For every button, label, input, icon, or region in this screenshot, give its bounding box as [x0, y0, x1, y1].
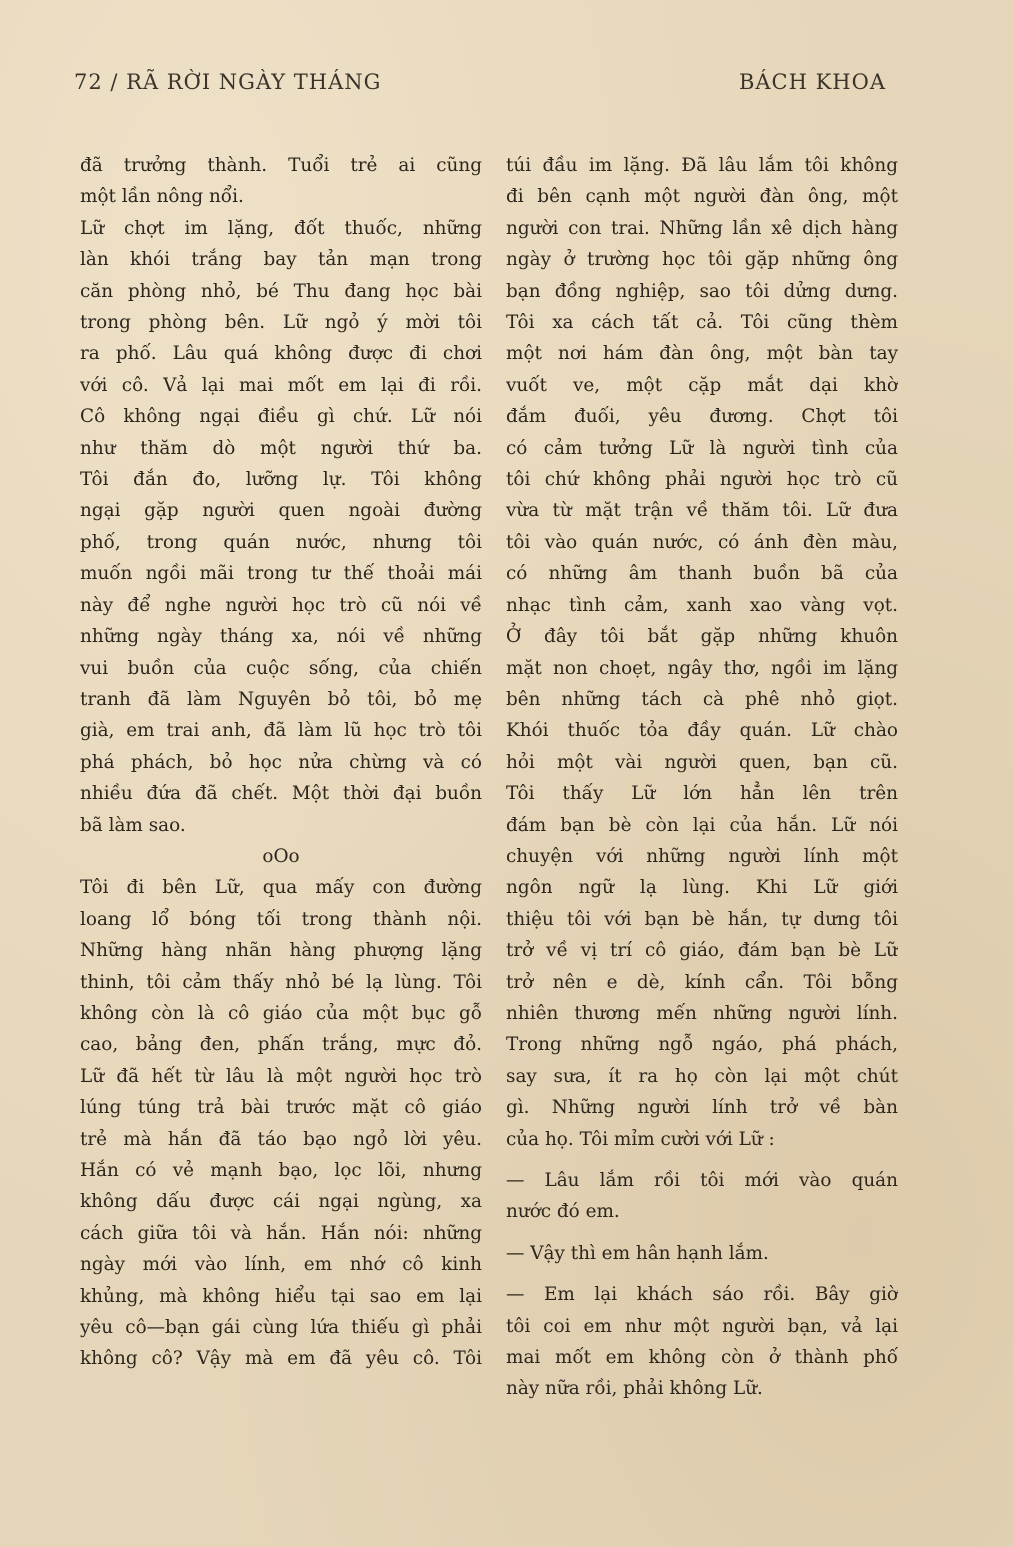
text-line: có cảm tưởng Lữ là người tình của: [506, 437, 898, 459]
text-line: — Em lại khách sáo rồi. Bây giờ: [506, 1284, 898, 1306]
text-line: bên những tách cà phê nhỏ giọt.: [506, 688, 898, 710]
text-line: loang lổ bóng tối trong thành nội.: [80, 908, 482, 930]
text-line: đã trưởng thành. Tuổi trẻ ai cũng: [80, 155, 482, 176]
text-line: phá phách, bỏ học nửa chừng và có: [80, 751, 482, 773]
text-line: — Lâu lắm rồi tôi mới vào quán: [506, 1170, 898, 1191]
text-line: ngày ở trường học tôi gặp những ông: [506, 249, 898, 271]
text-line: một lần nông nổi.: [80, 186, 244, 208]
paragraph-gap: [506, 1155, 898, 1165]
text-line: chuyện với những người lính một: [506, 845, 898, 867]
text-line: cao, bảng đen, phấn trắng, mực đỏ.: [80, 1034, 482, 1056]
text-line: hỏi một vài người quen, bạn cũ.: [506, 751, 898, 773]
section-separator: oOo: [262, 845, 300, 867]
text-line: trở về vị trí cô giáo, đám bạn bè Lữ: [506, 940, 898, 962]
text-line: mặt non choẹt, ngây thơ, ngồi im lặng: [506, 657, 898, 679]
text-line: Lữ chợt im lặng, đốt thuốc, những: [80, 217, 482, 239]
text-line: nhạc tình cảm, xanh xao vàng vọt.: [506, 594, 898, 616]
paragraph-gap: [506, 1269, 898, 1279]
text-line: không còn là cô giáo của một bục gỗ: [80, 1002, 482, 1024]
text-line: — Vậy thì em hân hạnh lắm.: [506, 1242, 769, 1264]
text-line: như thăm dò một người thứ ba.: [80, 437, 482, 459]
text-line: nhiên thương mến những người lính.: [506, 1002, 898, 1024]
text-line: ngày mới vào lính, em nhớ cô kinh: [80, 1254, 482, 1276]
magazine-name: BÁCH KHOA: [738, 70, 886, 94]
text-line: bã làm sao.: [80, 814, 186, 836]
text-line: Khói thuốc tỏa đầy quán. Lữ chào: [506, 720, 898, 742]
text-line: không dấu được cái ngại ngùng, xa: [80, 1191, 482, 1213]
text-line: cách giữa tôi và hắn. Hắn nói: những: [80, 1222, 482, 1244]
text-line: phố, trong quán nước, nhưng tôi: [80, 531, 482, 553]
text-line: trong phòng bên. Lữ ngỏ ý mời tôi: [80, 312, 482, 334]
text-line: lúng túng trả bài trước mặt cô giáo: [80, 1097, 482, 1119]
text-line: nước đó em.: [506, 1201, 620, 1223]
text-line: tôi coi em như một người bạn, vả lại: [506, 1315, 898, 1337]
text-line: say sưa, ít ra họ còn lại một chút: [506, 1065, 898, 1087]
text-line: già, em trai anh, đã làm lũ học trò tôi: [80, 720, 482, 742]
text-line: này để nghe người học trò cũ nói về: [80, 594, 482, 616]
text-line: vui buồn của cuộc sống, của chiến: [80, 657, 482, 679]
text-line: người con trai. Những lần xê dịch hàng: [506, 217, 898, 239]
text-line: ngại gặp người quen ngoài đường: [80, 500, 482, 522]
text-line: khủng, mà không hiểu tại sao em lại: [80, 1285, 482, 1307]
text-line: với cô. Vả lại mai mốt em lại đi rồi.: [80, 374, 482, 396]
text-line: Những hàng nhãn hàng phượng lặng: [80, 940, 482, 962]
text-line: những ngày tháng xa, nói về những: [80, 626, 482, 648]
page-number-and-title: 72 / RÃ RỜI NGÀY THÁNG: [74, 70, 382, 94]
text-line: đắm đuối, yêu đương. Chợt tôi: [506, 406, 898, 428]
text-line: túi đầu im lặng. Đã lâu lắm tôi không: [506, 155, 898, 176]
text-line: thinh, tôi cảm thấy nhỏ bé lạ lùng. Tôi: [80, 971, 482, 993]
right-text-column: [506, 150, 898, 1405]
paragraph-gap: [506, 1228, 898, 1238]
text-line: có những âm thanh buồn bã của: [506, 563, 898, 585]
text-line: mai mốt em không còn ở thành phố: [506, 1347, 898, 1369]
text-line: Trong những ngỗ ngáo, phá phách,: [506, 1034, 898, 1056]
text-line: trẻ mà hắn đã táo bạo ngỏ lời yêu.: [80, 1128, 482, 1150]
text-line: nhiều đứa đã chết. Một thời đại buồn: [80, 783, 482, 805]
running-header: [74, 70, 886, 104]
text-line: Tôi xa cách tất cả. Tôi cũng thèm: [506, 312, 898, 334]
text-line: Hắn có vẻ mạnh bạo, lọc lõi, nhưng: [80, 1159, 482, 1181]
text-line: của họ. Tôi mỉm cười với Lữ :: [506, 1128, 775, 1150]
text-line: vuốt ve, một cặp mắt dại khờ: [506, 374, 898, 396]
text-line: đi bên cạnh một người đàn ông, một: [506, 186, 898, 208]
text-line: căn phòng nhỏ, bé Thu đang học bài: [80, 280, 482, 302]
text-line: đám bạn bè còn lại của hắn. Lữ nói: [506, 814, 898, 836]
text-line: Tôi đắn đo, lưỡng lự. Tôi không: [80, 469, 482, 491]
left-text-column: [80, 150, 482, 1375]
text-line: gì. Những người lính trở về bàn: [506, 1097, 898, 1119]
text-line: tranh đã làm Nguyên bỏ tôi, bỏ mẹ: [80, 688, 482, 710]
text-line: Tôi thấy Lữ lớn hẳn lên trên: [506, 783, 898, 805]
text-line: Lữ đã hết từ lâu là một người học trò: [80, 1065, 482, 1087]
text-line: thiệu tôi với bạn bè hắn, tự dưng tôi: [506, 908, 898, 930]
text-line: muốn ngồi mãi trong tư thế thoải mái: [80, 563, 482, 585]
text-line: vừa từ mặt trận về thăm tôi. Lữ đưa: [506, 500, 898, 522]
text-line: tôi chứ không phải người học trò cũ: [506, 469, 898, 491]
text-line: làn khói trắng bay tản mạn trong: [80, 249, 482, 271]
text-line: một nơi hám đàn ông, một bàn tay: [506, 343, 898, 365]
text-line: không cô? Vậy mà em đã yêu cô. Tôi: [80, 1348, 482, 1370]
text-line: ra phố. Lâu quá không được đi chơi: [80, 343, 482, 365]
text-line: bạn đồng nghiệp, sao tôi dửng dưng.: [506, 280, 898, 302]
text-line: ngôn ngữ lạ lùng. Khi Lữ giới: [506, 877, 898, 899]
text-line: Ở đây tôi bắt gặp những khuôn: [506, 626, 898, 648]
text-line: này nữa rồi, phải không Lữ.: [506, 1378, 763, 1400]
text-line: yêu cô—bạn gái cùng lứa thiếu gì phải: [80, 1317, 482, 1339]
text-line: Cô không ngại điều gì chứ. Lữ nói: [80, 406, 482, 428]
text-line: Tôi đi bên Lữ, qua mấy con đường: [80, 877, 482, 899]
text-line: trở nên e dè, kính cẩn. Tôi bỗng: [506, 971, 898, 993]
text-line: tôi vào quán nước, có ánh đèn màu,: [506, 531, 898, 553]
